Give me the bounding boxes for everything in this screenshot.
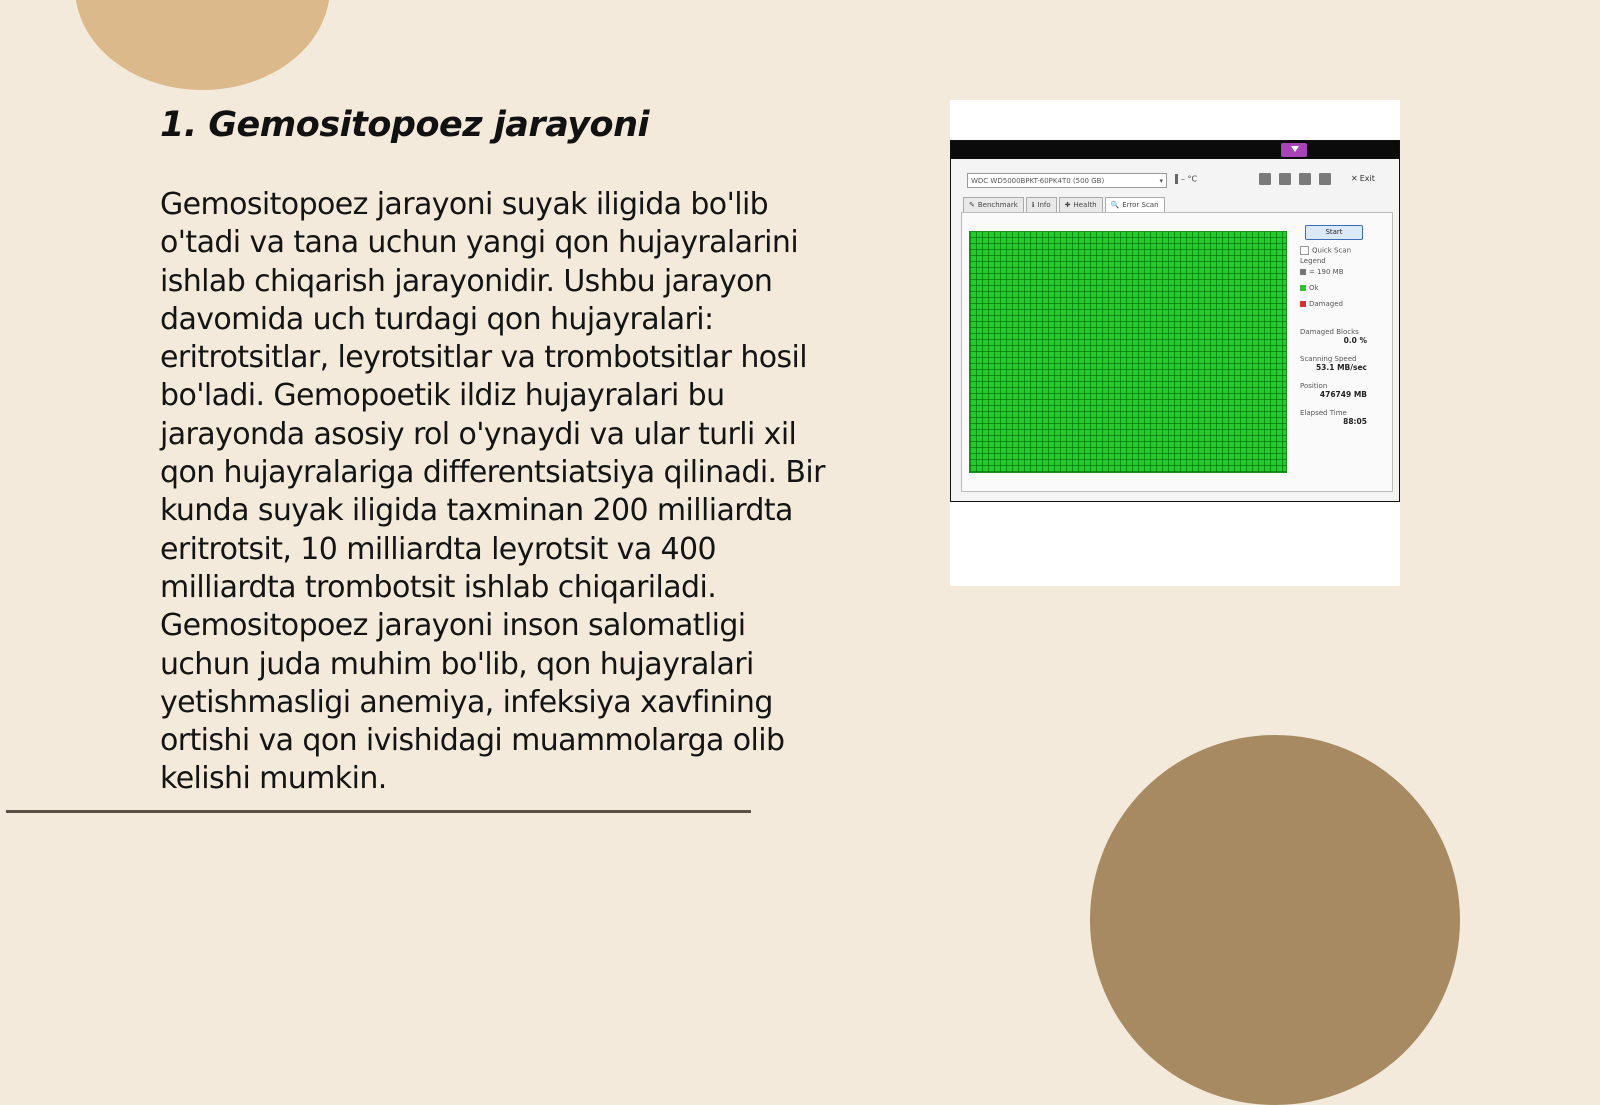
exit-label: Exit — [1359, 174, 1375, 183]
legend-damaged — [1300, 300, 1385, 308]
legend-ok — [1300, 284, 1385, 292]
quick-scan-option — [1300, 246, 1385, 255]
scan-block-grid — [969, 231, 1287, 473]
temperature-value: – °C — [1181, 174, 1198, 184]
embedded-app-screenshot — [950, 140, 1400, 502]
position-value: 476749 MB — [1319, 390, 1367, 399]
position-label: Position — [1300, 382, 1328, 390]
scan-sidebar — [1300, 225, 1385, 426]
scanning-speed-stat — [1300, 355, 1385, 372]
start-button: Start — [1305, 225, 1363, 240]
legend-damaged-swatch — [1300, 301, 1306, 307]
thermometer-icon — [1175, 174, 1178, 184]
quick-scan-label: Quick Scan — [1312, 246, 1352, 255]
temperature-readout — [1175, 174, 1197, 184]
tab-info — [1026, 197, 1057, 213]
quick-scan-checkbox — [1300, 246, 1309, 255]
slide-title: 1. Gemositopoez jarayoni — [160, 105, 650, 145]
chevron-down-icon: ▾ — [1159, 177, 1163, 185]
error-scan-panel — [961, 212, 1393, 492]
tab-benchmark — [963, 197, 1024, 213]
legend-ok-swatch — [1300, 285, 1306, 291]
legend-block-size — [1300, 268, 1385, 276]
legend-ok-label: Ok — [1309, 284, 1319, 292]
legend-block-label: = 190 MB — [1309, 268, 1344, 276]
save-icon — [1299, 173, 1311, 185]
slide-paragraph: Gemositopoez jarayoni suyak iligida bo'lib o'tadi va tana uchun yangi qon hujayralarini ishlab chiqarish jarayonidir. Ushbu jarayon davomida uch turdagi qon hujayralari: eritrotsitlar, leyrotsitlar va trombotsitlar hosil bo'ladi. Gemopoetik ildiz hujayralari bu jarayonda asosiy rol o'ynaydi va ular turli xil qon hujayralariga differentsiatsiya qilinadi. Bir kunda suyak iligida taxminan 200 milliardta eritrotsit, 10 milliardta leyrotsit va 400 milliardta trombotsit ishlab chiqariladi. Gemositopoez jarayoni inson salomatligi uchun juda muhim bo'lib, qon hujayralari yetishmasligi anemiya, infeksiya xavfining ortishi va qon ivishidagi muammolarga olib kelishi mumkin. — [160, 187, 825, 797]
tab-label: Info — [1037, 201, 1051, 209]
health-icon: ✚ — [1064, 201, 1071, 209]
damaged-blocks-stat — [1300, 328, 1385, 345]
copy-icon — [1259, 173, 1271, 185]
download-icon — [1281, 143, 1307, 157]
tab-label: Error Scan — [1122, 201, 1159, 209]
drive-select-value: WDC WD5000BPKT-60PK4T0 (500 GB) — [971, 177, 1105, 185]
position-stat — [1300, 382, 1385, 399]
divider-line — [6, 810, 751, 813]
benchmark-icon: ✎ — [969, 201, 975, 209]
decorative-circle-top — [75, 0, 330, 90]
info-icon: ℹ — [1031, 201, 1035, 209]
paste-icon — [1279, 173, 1291, 185]
close-icon: ✕ — [1351, 174, 1358, 183]
elapsed-time-value: 88:05 — [1343, 417, 1367, 426]
legend-damaged-label: Damaged — [1309, 300, 1343, 308]
tab-error-scan — [1105, 197, 1165, 213]
decorative-circle-bottom — [1090, 735, 1460, 1105]
app-tabs — [963, 197, 1165, 212]
drive-select — [967, 173, 1167, 188]
legend-block-swatch — [1300, 269, 1306, 275]
scanning-speed-label: Scanning Speed — [1300, 355, 1357, 363]
elapsed-time-stat — [1300, 409, 1385, 426]
tab-label: Benchmark — [977, 201, 1018, 209]
tab-label: Health — [1073, 201, 1097, 209]
damaged-blocks-value: 0.0 % — [1343, 336, 1367, 345]
exit-button — [1351, 174, 1375, 183]
app-titlebar — [951, 141, 1399, 159]
legend-heading: Legend — [1300, 257, 1326, 265]
magnifier-icon: 🔍 — [1110, 201, 1120, 209]
elapsed-time-label: Elapsed Time — [1300, 409, 1347, 417]
damaged-blocks-label: Damaged Blocks — [1300, 328, 1359, 336]
screenshot-card — [950, 100, 1400, 586]
options-icon — [1319, 173, 1331, 185]
tab-health — [1059, 197, 1103, 213]
scanning-speed-value: 53.1 MB/sec — [1315, 363, 1367, 372]
